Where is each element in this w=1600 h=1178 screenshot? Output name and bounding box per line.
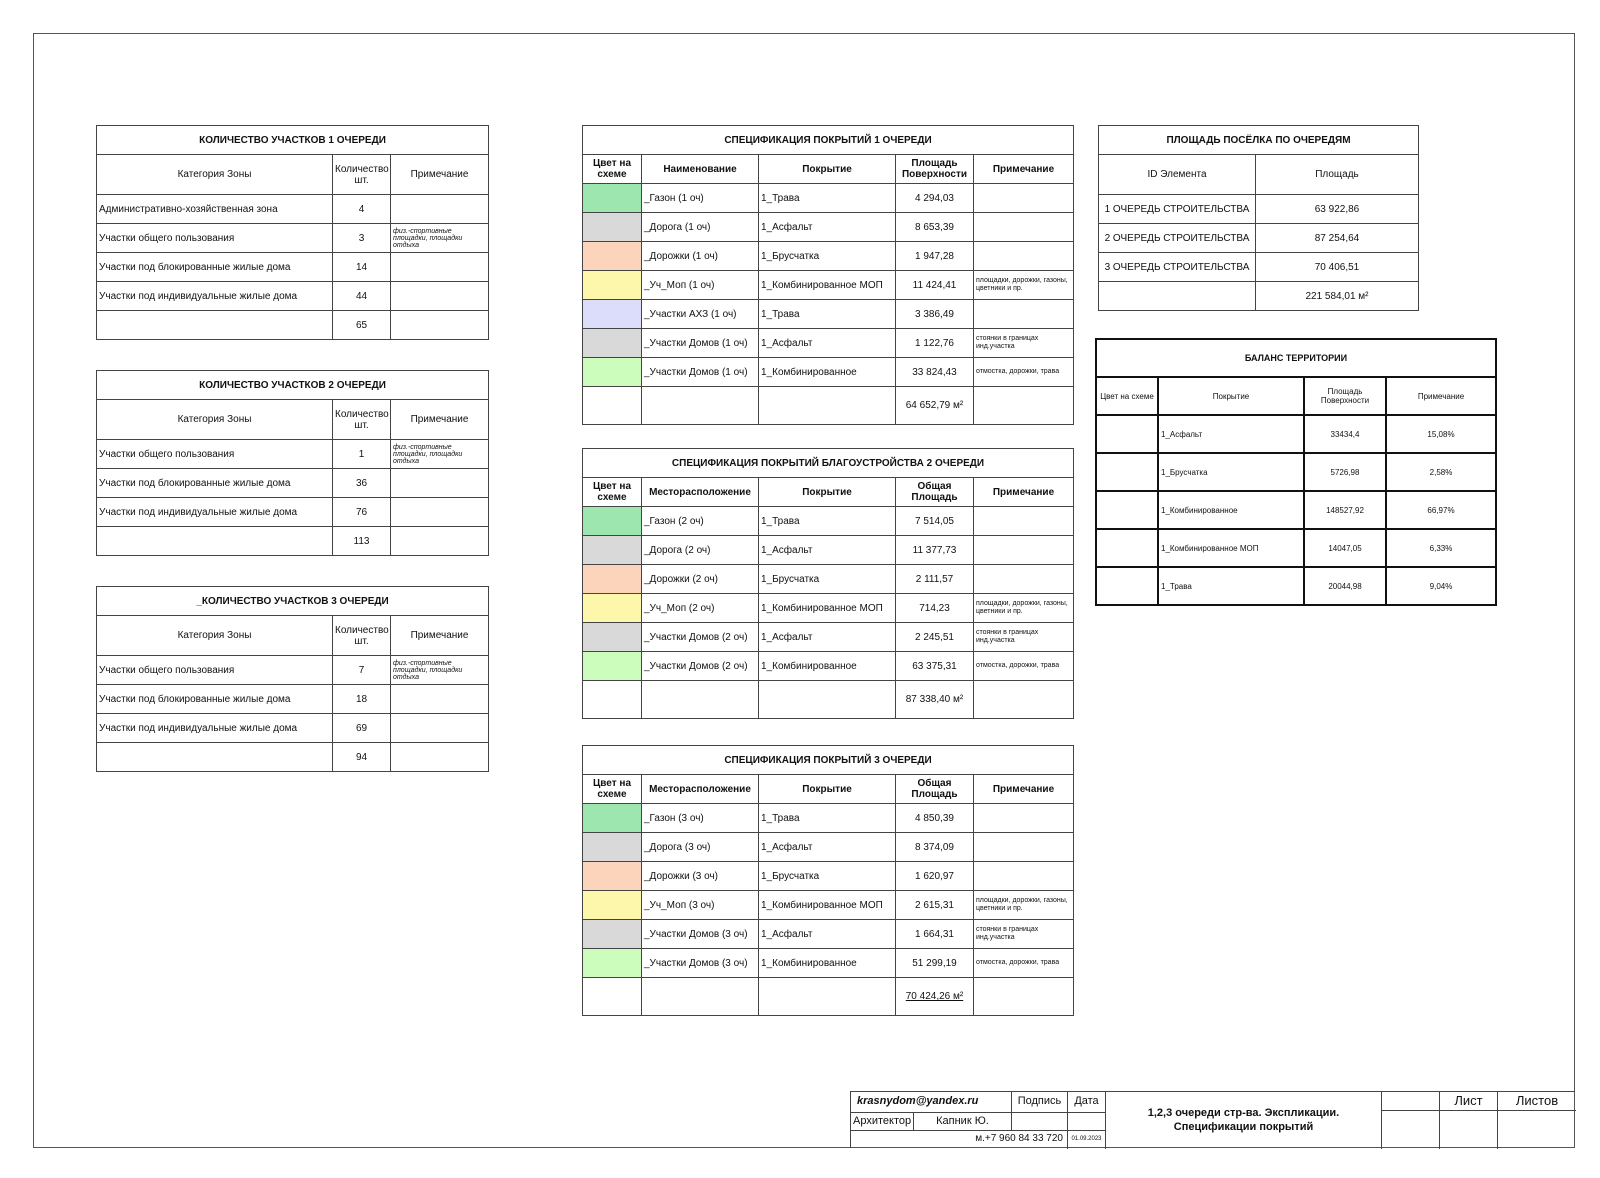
table-row [1099, 195, 1419, 224]
row-name: _Дорога (2 оч) [642, 536, 759, 565]
header-cover: Покрытие [759, 155, 896, 184]
table-row [583, 184, 1074, 213]
table-row [97, 195, 489, 224]
row-name: _Участки Домов (2 оч) [642, 623, 759, 652]
color-swatch [583, 920, 642, 949]
row-cover: 1_Комбинированное МОП [759, 271, 896, 300]
row-note [974, 536, 1074, 565]
row-note: отмостка, дорожки, трава [974, 358, 1074, 387]
row-area: 51 299,19 [896, 949, 974, 978]
area-by-stage-table [1098, 125, 1419, 311]
row-note: площадки, дорожки, газоны, цветники и пр. [974, 271, 1074, 300]
table-row [1096, 453, 1496, 491]
row-note: отмостка, дорожки, трава [974, 949, 1074, 978]
row-qty: 1 [333, 440, 391, 469]
row-note: стоянки в границах инд.участка [974, 329, 1074, 358]
row-qty: 4 [333, 195, 391, 224]
header-note: Примечание [391, 400, 489, 440]
header-qty: Количество шт. [333, 400, 391, 440]
stamp-sign-label: Подпись [1011, 1092, 1067, 1112]
row-area: 714,23 [896, 594, 974, 623]
total-qty: 65 [333, 311, 391, 340]
row-note [974, 833, 1074, 862]
table-title: КОЛИЧЕСТВО УЧАСТКОВ 1 ОЧЕРЕДИ [97, 126, 489, 155]
table-row [583, 891, 1074, 920]
stamp-title-line1: 1,2,3 очереди стр-ва. Экспликации. [1147, 1107, 1340, 1119]
row-area: 63 922,86 [1256, 195, 1419, 224]
table-row [583, 536, 1074, 565]
spec-table-stage1 [582, 125, 1074, 425]
table-row [583, 271, 1074, 300]
header-note: Примечание [391, 155, 489, 195]
spec-table-stage2 [582, 448, 1074, 719]
row-note [974, 213, 1074, 242]
table-title: СПЕЦИФИКАЦИЯ ПОКРЫТИЙ 1 ОЧЕРЕДИ [583, 126, 1074, 155]
table-row [583, 833, 1074, 862]
table-row [1096, 529, 1496, 567]
row-cover: 1_Асфальт [759, 536, 896, 565]
row-note: площадки, дорожки, газоны, цветники и пр. [974, 891, 1074, 920]
row-cover: 1_Трава [759, 507, 896, 536]
row-category: Административно-хозяйственная зона [97, 195, 333, 224]
table-row [583, 623, 1074, 652]
row-category: Участки общего пользования [97, 224, 333, 253]
row-note [391, 714, 489, 743]
color-swatch [583, 804, 642, 833]
table-row [583, 804, 1074, 833]
plots-table-stage1 [96, 125, 489, 340]
spec-table-stage3 [582, 745, 1074, 1016]
color-swatch [583, 565, 642, 594]
color-swatch [583, 536, 642, 565]
color-swatch [583, 652, 642, 681]
row-area: 8 653,39 [896, 213, 974, 242]
row-area: 2 245,51 [896, 623, 974, 652]
header-qty: Количество шт. [333, 155, 391, 195]
header-area: Общая Площадь [896, 478, 974, 507]
row-qty: 36 [333, 469, 391, 498]
header-location: Месторасположение [642, 775, 759, 804]
row-qty: 14 [333, 253, 391, 282]
row-percent: 2,58% [1386, 453, 1496, 491]
row-cover: 1_Асфальт [759, 329, 896, 358]
row-cover: 1_Асфальт [759, 213, 896, 242]
table-row [583, 300, 1074, 329]
color-swatch [583, 300, 642, 329]
territory-balance-table [1095, 338, 1497, 606]
row-note [974, 184, 1074, 213]
row-note [391, 498, 489, 527]
row-note: физ.-спортивные площадки, площадки отдыха [391, 224, 489, 253]
row-area: 14047,05 [1304, 529, 1386, 567]
header-area: Общая Площадь [896, 775, 974, 804]
table-row [1096, 567, 1496, 605]
row-area: 70 406,51 [1256, 253, 1419, 282]
total-row [97, 311, 489, 340]
row-cover: 1_Комбинированное [1158, 491, 1304, 529]
table-row [583, 949, 1074, 978]
header-category: Категория Зоны [97, 400, 333, 440]
header-qty: Количество шт. [333, 616, 391, 656]
header-area: Площадь Поверхности [896, 155, 974, 184]
row-note: стоянки в границах инд.участка [974, 623, 1074, 652]
row-percent: 66,97% [1386, 491, 1496, 529]
table-row [1096, 491, 1496, 529]
color-swatch [583, 862, 642, 891]
table-row [97, 685, 489, 714]
row-area: 11 377,73 [896, 536, 974, 565]
row-name: _Газон (2 оч) [642, 507, 759, 536]
table-row [97, 224, 489, 253]
header-note: Примечание [974, 155, 1074, 184]
table-row [583, 242, 1074, 271]
table-row [583, 862, 1074, 891]
row-note: площадки, дорожки, газоны, цветники и пр. [974, 594, 1074, 623]
row-category: Участки под блокированные жилые дома [97, 469, 333, 498]
color-swatch [583, 213, 642, 242]
row-name: _Газон (1 оч) [642, 184, 759, 213]
row-area: 2 111,57 [896, 565, 974, 594]
header-cover: Покрытие [759, 478, 896, 507]
row-area: 3 386,49 [896, 300, 974, 329]
row-cover: 1_Брусчатка [759, 565, 896, 594]
row-cover: 1_Брусчатка [759, 862, 896, 891]
header-area: Площадь [1256, 155, 1419, 195]
row-cover: 1_Комбинированное [759, 949, 896, 978]
total-area: 221 584,01 м² [1256, 282, 1419, 311]
row-area: 87 254,64 [1256, 224, 1419, 253]
header-name: Наименование [642, 155, 759, 184]
total-row [583, 387, 1074, 425]
color-swatch [583, 184, 642, 213]
row-qty: 7 [333, 656, 391, 685]
row-percent: 9,04% [1386, 567, 1496, 605]
header-note: Примечание [391, 616, 489, 656]
row-cover: 1_Асфальт [759, 833, 896, 862]
row-area: 8 374,09 [896, 833, 974, 862]
table-row [583, 358, 1074, 387]
row-category: Участки под индивидуальные жилые дома [97, 714, 333, 743]
color-swatch [583, 949, 642, 978]
row-note [974, 507, 1074, 536]
row-area: 1 122,76 [896, 329, 974, 358]
row-area: 33 824,43 [896, 358, 974, 387]
row-name: _Уч_Моп (1 оч) [642, 271, 759, 300]
row-note [974, 300, 1074, 329]
row-cover: 1_Трава [759, 804, 896, 833]
row-area: 2 615,31 [896, 891, 974, 920]
plots-table-stage2 [96, 370, 489, 556]
row-note [974, 242, 1074, 271]
row-cover: 1_Комбинированное МОП [759, 594, 896, 623]
title-block [850, 1091, 1575, 1148]
row-name: _Уч_Моп (2 оч) [642, 594, 759, 623]
table-title: БАЛАНС ТЕРРИТОРИИ [1096, 339, 1496, 377]
row-cover: 1_Комбинированное МОП [759, 891, 896, 920]
table-row [583, 329, 1074, 358]
row-area: 1 664,31 [896, 920, 974, 949]
row-note [974, 565, 1074, 594]
color-swatch [1096, 491, 1158, 529]
row-area: 1 947,28 [896, 242, 974, 271]
row-cover: 1_Асфальт [759, 920, 896, 949]
plots-table-stage3 [96, 586, 489, 772]
row-note [391, 282, 489, 311]
color-swatch [583, 242, 642, 271]
row-cover: 1_Асфальт [1158, 415, 1304, 453]
row-cover: 1_Трава [759, 184, 896, 213]
row-id: 2 ОЧЕРЕДЬ СТРОИТЕЛЬСТВА [1099, 224, 1256, 253]
row-category: Участки общего пользования [97, 440, 333, 469]
row-qty: 44 [333, 282, 391, 311]
total-qty: 113 [333, 527, 391, 556]
header-category: Категория Зоны [97, 616, 333, 656]
color-swatch [583, 623, 642, 652]
row-name: _Участки Домов (2 оч) [642, 652, 759, 681]
row-cover: 1_Комбинированное [759, 358, 896, 387]
color-swatch [1096, 529, 1158, 567]
row-area: 20044,98 [1304, 567, 1386, 605]
table-row [97, 253, 489, 282]
total-area: 70 424,26 м² [896, 978, 974, 1016]
row-note: физ.-спортивные площадки, площадки отдыха [391, 656, 489, 685]
header-cover: Покрытие [1158, 377, 1304, 415]
row-cover: 1_Комбинированное МОП [1158, 529, 1304, 567]
stamp-date: 01.09.2023 [1067, 1130, 1105, 1149]
color-swatch [583, 891, 642, 920]
row-qty: 3 [333, 224, 391, 253]
row-area: 63 375,31 [896, 652, 974, 681]
row-category: Участки общего пользования [97, 656, 333, 685]
color-swatch [1096, 567, 1158, 605]
total-row [97, 527, 489, 556]
row-name: _Участки АХЗ (1 оч) [642, 300, 759, 329]
row-note [391, 685, 489, 714]
table-row [97, 714, 489, 743]
row-note [974, 804, 1074, 833]
color-swatch [583, 329, 642, 358]
header-id: ID Элемента [1099, 155, 1256, 195]
row-qty: 69 [333, 714, 391, 743]
table-row [583, 652, 1074, 681]
total-row [583, 978, 1074, 1016]
row-id: 1 ОЧЕРЕДЬ СТРОИТЕЛЬСТВА [1099, 195, 1256, 224]
row-name: _Дорожки (1 оч) [642, 242, 759, 271]
row-qty: 76 [333, 498, 391, 527]
row-area: 7 514,05 [896, 507, 974, 536]
row-name: _Газон (3 оч) [642, 804, 759, 833]
row-id: 3 ОЧЕРЕДЬ СТРОИТЕЛЬСТВА [1099, 253, 1256, 282]
stamp-phone: м.+7 960 84 33 720 [975, 1133, 1063, 1144]
row-area: 148527,92 [1304, 491, 1386, 529]
color-swatch [583, 271, 642, 300]
header-color: Цвет на схеме [583, 478, 642, 507]
row-qty: 18 [333, 685, 391, 714]
row-category: Участки под индивидуальные жилые дома [97, 282, 333, 311]
header-color: Цвет на схеме [583, 775, 642, 804]
row-area: 4 850,39 [896, 804, 974, 833]
header-cover: Покрытие [759, 775, 896, 804]
row-cover: 1_Комбинированное [759, 652, 896, 681]
header-note: Примечание [1386, 377, 1496, 415]
row-name: _Дорога (3 оч) [642, 833, 759, 862]
row-area: 11 424,41 [896, 271, 974, 300]
table-row [583, 920, 1074, 949]
table-row [1099, 224, 1419, 253]
row-area: 33434,4 [1304, 415, 1386, 453]
table-row [97, 469, 489, 498]
row-name: _Уч_Моп (3 оч) [642, 891, 759, 920]
header-area: Площадь Поверхности [1304, 377, 1386, 415]
color-swatch [1096, 453, 1158, 491]
row-name: _Дорожки (2 оч) [642, 565, 759, 594]
table-row [583, 507, 1074, 536]
row-note [391, 469, 489, 498]
row-note: стоянки в границах инд.участка [974, 920, 1074, 949]
row-area: 5726,98 [1304, 453, 1386, 491]
row-cover: 1_Асфальт [759, 623, 896, 652]
row-category: Участки под индивидуальные жилые дома [97, 498, 333, 527]
row-name: _Участки Домов (3 оч) [642, 949, 759, 978]
total-row [583, 681, 1074, 719]
table-row [583, 213, 1074, 242]
header-note: Примечание [974, 775, 1074, 804]
table-row [583, 594, 1074, 623]
table-title: СПЕЦИФИКАЦИЯ ПОКРЫТИЙ 3 ОЧЕРЕДИ [583, 746, 1074, 775]
row-name: _Участки Домов (3 оч) [642, 920, 759, 949]
color-swatch [583, 358, 642, 387]
table-title: СПЕЦИФИКАЦИЯ ПОКРЫТИЙ БЛАГОУСТРОЙСТВА 2 ОЧЕРЕДИ [583, 449, 1074, 478]
row-note: физ.-спортивные площадки, площадки отдыха [391, 440, 489, 469]
row-area: 1 620,97 [896, 862, 974, 891]
total-row [1099, 282, 1419, 311]
color-swatch [583, 594, 642, 623]
row-category: Участки под блокированные жилые дома [97, 253, 333, 282]
row-name: _Участки Домов (1 оч) [642, 358, 759, 387]
row-name: _Дорога (1 оч) [642, 213, 759, 242]
row-cover: 1_Трава [1158, 567, 1304, 605]
row-cover: 1_Брусчатка [759, 242, 896, 271]
color-swatch [1096, 415, 1158, 453]
total-area: 87 338,40 м² [896, 681, 974, 719]
table-row [1096, 415, 1496, 453]
total-qty: 94 [333, 743, 391, 772]
stamp-role: Архитектор [853, 1115, 912, 1127]
table-row [1099, 253, 1419, 282]
row-name: _Дорожки (3 оч) [642, 862, 759, 891]
stamp-sheet-label: Лист [1439, 1092, 1497, 1110]
stamp-date-label: Дата [1067, 1092, 1105, 1112]
header-note: Примечание [974, 478, 1074, 507]
row-percent: 6,33% [1386, 529, 1496, 567]
table-row [97, 498, 489, 527]
stamp-person: Капник Ю. [913, 1112, 1011, 1130]
row-note [974, 862, 1074, 891]
header-color: Цвет на схеме [1096, 377, 1158, 415]
row-name: _Участки Домов (1 оч) [642, 329, 759, 358]
header-location: Месторасположение [642, 478, 759, 507]
row-area: 4 294,03 [896, 184, 974, 213]
total-row [97, 743, 489, 772]
row-note [391, 195, 489, 224]
row-category: Участки под блокированные жилые дома [97, 685, 333, 714]
color-swatch [583, 507, 642, 536]
row-cover: 1_Трава [759, 300, 896, 329]
table-row [97, 440, 489, 469]
row-note: отмостка, дорожки, трава [974, 652, 1074, 681]
row-cover: 1_Брусчатка [1158, 453, 1304, 491]
row-note [391, 253, 489, 282]
table-title: ПЛОЩАДЬ ПОСЁЛКА ПО ОЧЕРЕДЯМ [1099, 126, 1419, 155]
table-title: КОЛИЧЕСТВО УЧАСТКОВ 2 ОЧЕРЕДИ [97, 371, 489, 400]
table-row [97, 282, 489, 311]
total-area: 64 652,79 м² [896, 387, 974, 425]
header-color: Цвет на схеме [583, 155, 642, 184]
stamp-sheets-label: Листов [1497, 1092, 1576, 1110]
color-swatch [583, 833, 642, 862]
header-category: Категория Зоны [97, 155, 333, 195]
table-title: _КОЛИЧЕСТВО УЧАСТКОВ 3 ОЧЕРЕДИ [97, 587, 489, 616]
stamp-title [1105, 1092, 1381, 1149]
row-percent: 15,08% [1386, 415, 1496, 453]
table-row [97, 656, 489, 685]
stamp-email: krasnydom@yandex.ru [857, 1095, 979, 1107]
table-row [583, 565, 1074, 594]
stamp-title-line2: Спецификации покрытий [1173, 1121, 1314, 1133]
